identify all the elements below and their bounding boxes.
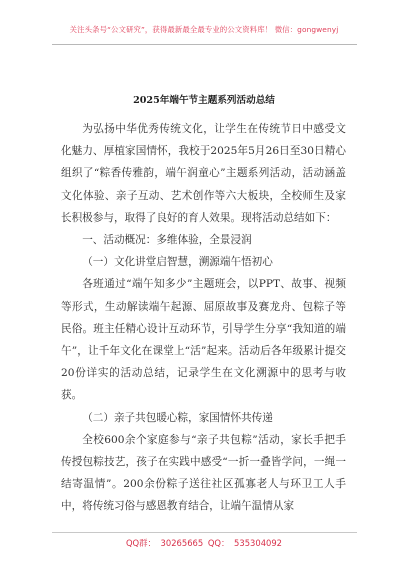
header-divider bbox=[52, 44, 357, 45]
document-title: 2025年端午节主题系列活动总结 bbox=[133, 95, 275, 106]
header-banner: 关注头条号“公文研究”，获得最新最全最专业的公文资料库！ 微信：gongwenyj bbox=[69, 25, 339, 34]
culture-lecture-paragraph: 各班通过“端午知多少”主题班会，以PPT、故事、视频等形式，生动解读端午起源、屈原故事及赛龙舟、包粽子等民俗。班主任精心设计互动环节，引导学生分享“我知道的端午”，让千年文化在课堂上“活”起来。活动后各年级累计提交20份详实的活动总结，记录学生在文化溯源中的思考与收获。 bbox=[61, 278, 346, 402]
footer-contact: QQ群： 30265665 QQ： 535304092 bbox=[125, 538, 283, 548]
subsection-heading-parent-child: （二）亲子共包暖心粽，家国情怀共传递 bbox=[82, 411, 273, 424]
intro-paragraph: 为弘扬中华优秀传统文化，让学生在传统节日中感受文化魅力、厚植家国情怀，我校于2025年5月26日至30日精心组织了“粽香传雅韵，端午润童心”主题系列活动，活动涵盖文化体验、亲子互动、艺术创作等六大板块，全校师生及家长积极参与，取得了良好的育人效果。现将活动总结如下： bbox=[61, 123, 346, 224]
subsection-heading-culture-lecture: （一）文化讲堂启智慧，溯源端午悟初心 bbox=[82, 256, 273, 269]
document-body bbox=[61, 118, 346, 518]
parent-child-paragraph: 全校600余个家庭参与“亲子共包粽”活动，家长手把手传授包粽技艺，孩子在实践中感受“一折一叠皆学问，一绳一结寄温情”。200余份粽子送往社区孤寡老人与环卫工人手中，将传统习俗与感恩教育结合，让端午温情从家 bbox=[61, 433, 346, 513]
footer-divider bbox=[52, 532, 357, 533]
section-heading-overview: 一、活动概况：多维体验，全景浸润 bbox=[82, 234, 252, 247]
